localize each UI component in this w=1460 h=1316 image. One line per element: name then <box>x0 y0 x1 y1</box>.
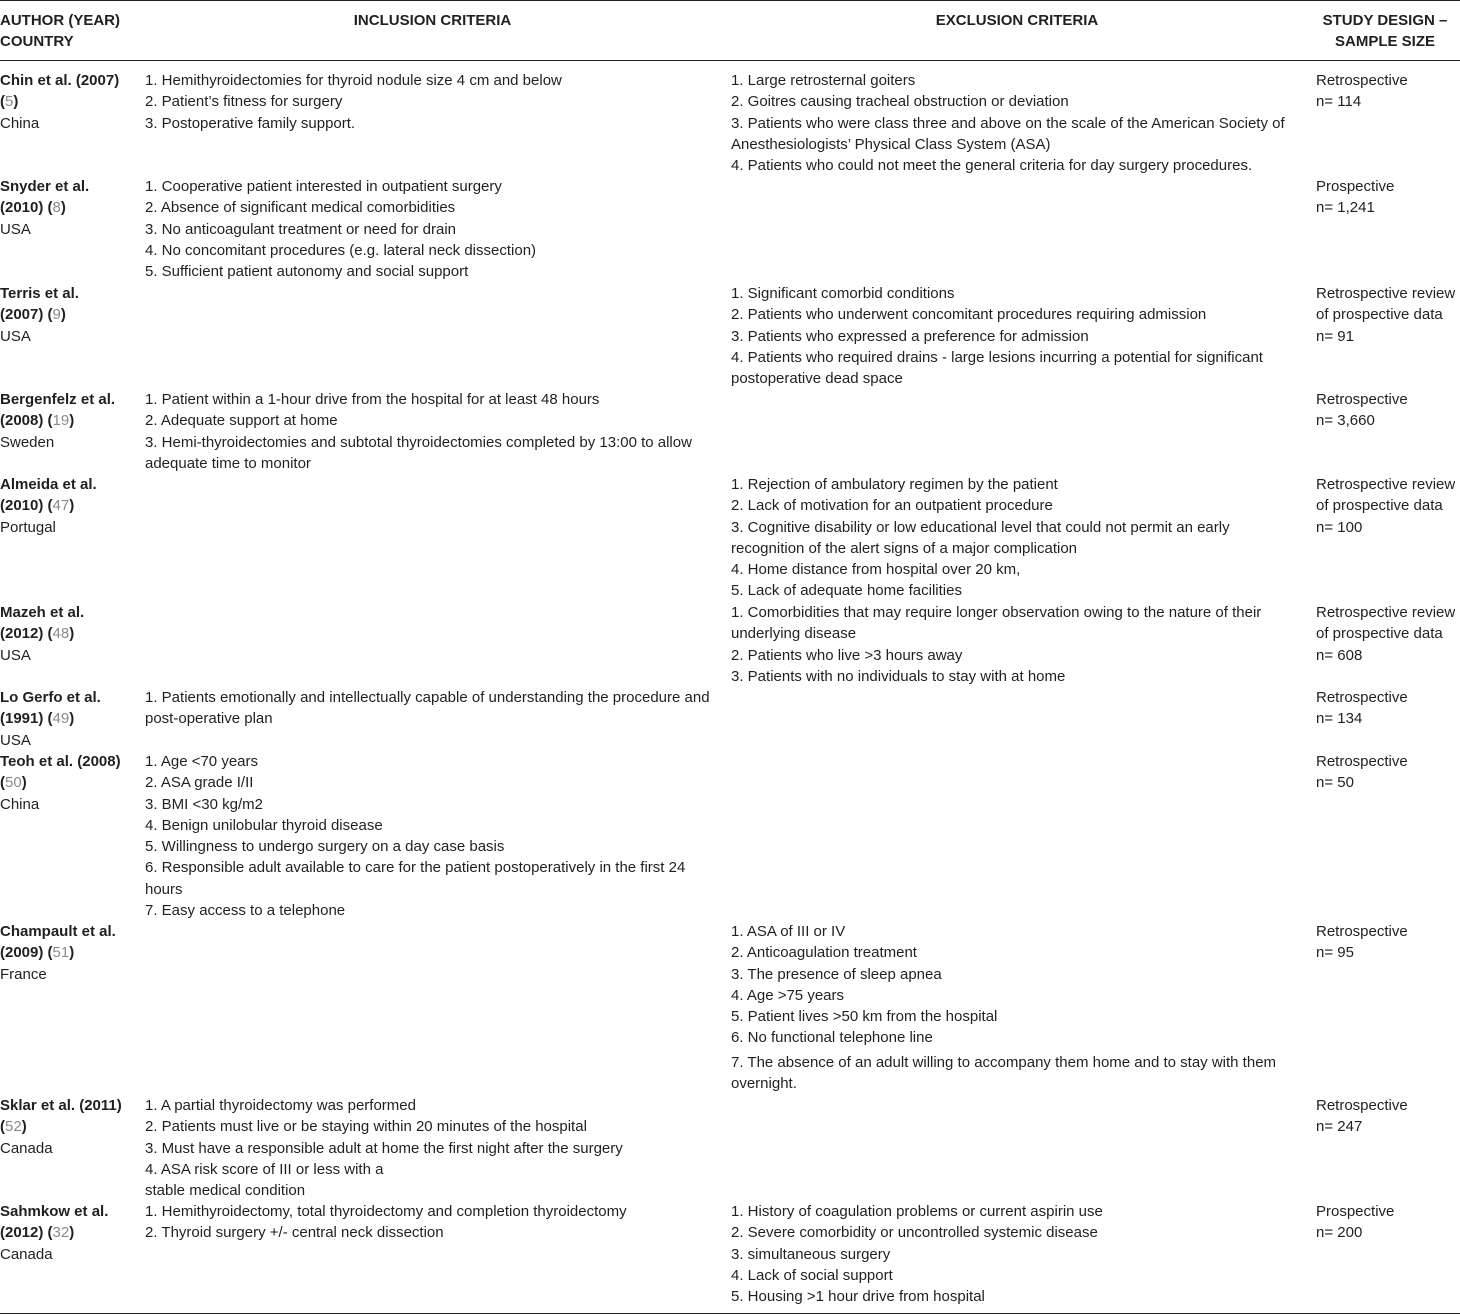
reference-link[interactable]: 50 <box>5 774 22 792</box>
design-line: Retrospective review <box>1316 604 1456 621</box>
design-line: n= 3,660 <box>1316 412 1375 430</box>
exclusion-line: 2. Goitres causing tracheal obstruction or deviation <box>731 93 1069 111</box>
author-text: Mazeh et al. <box>0 604 85 621</box>
reference-link[interactable]: 51 <box>52 944 70 962</box>
author-line <box>0 389 135 410</box>
design-line: n= 1,241 <box>1316 199 1375 217</box>
author-text: ( <box>0 774 5 792</box>
author-text: ( <box>0 93 5 111</box>
author-text: ) <box>69 625 75 643</box>
author-text: (2008) ( <box>0 412 53 430</box>
country: Sweden <box>0 433 55 451</box>
author-line <box>0 1222 135 1243</box>
inclusion-line: 2. Patients must live or be staying within 20 minutes of the hospital <box>145 1118 587 1136</box>
design-line: n= 95 <box>1316 944 1354 962</box>
exclusion-line: 2. Anticoagulation treatment <box>731 944 917 962</box>
author-text: ) <box>21 774 27 792</box>
design-line: n= 50 <box>1316 774 1354 792</box>
inclusion-line: hours <box>145 880 183 898</box>
exclusion-line: 1. Rejection of ambulatory regimen by the patient <box>731 476 1058 493</box>
exclusion-line: 2. Lack of motivation for an outpatient procedure <box>731 497 1053 515</box>
exclusion-line: recognition of the alert signs of a major complication <box>731 539 1078 557</box>
author-line <box>0 602 135 623</box>
exclusion-line: 7. The absence of an adult willing to accompany them home and to stay with them <box>731 1053 1277 1071</box>
design-line: of prospective data <box>1316 625 1443 643</box>
inclusion-line: 6. Responsible adult available to care for the patient postoperatively in the first 24 <box>145 859 686 877</box>
reference-link[interactable]: 48 <box>52 625 70 643</box>
country: USA <box>0 731 31 749</box>
author-text: ) <box>69 1224 75 1242</box>
author-text: Teoh et al. (2008) <box>0 753 121 770</box>
design-line: n= 608 <box>1316 646 1363 664</box>
inclusion-cell <box>145 176 725 282</box>
header-author <box>0 10 135 52</box>
author-line <box>0 70 135 91</box>
author-line <box>0 91 135 112</box>
inclusion-line: 2. Absence of significant medical comorbidities <box>145 199 456 217</box>
exclusion-line: 1. Large retrosternal goiters <box>731 72 916 89</box>
table-top-rule <box>0 0 1460 1</box>
inclusion-line: 5. Sufficient patient autonomy and social support <box>145 263 469 281</box>
author-cell <box>0 474 135 538</box>
author-line <box>0 304 135 325</box>
exclusion-line: 4. Lack of social support <box>731 1266 893 1284</box>
inclusion-line: 3. BMI <30 kg/m2 <box>145 795 263 813</box>
author-text: Sklar et al. (2011) <box>0 1097 122 1114</box>
exclusion-line: 3. Patients with no individuals to stay with at home <box>731 667 1066 685</box>
inclusion-cell <box>145 687 725 730</box>
exclusion-line: 4. Age >75 years <box>731 986 844 1004</box>
author-text: (2007) ( <box>0 306 53 324</box>
author-line <box>0 495 135 516</box>
design-line: n= 91 <box>1316 327 1354 345</box>
inclusion-line: 3. Hemi-thyroidectomies and subtotal thyroidectomies completed by 13:00 to allow <box>145 433 692 451</box>
inclusion-cell <box>145 751 725 921</box>
exclusion-line: overnight. <box>731 1075 797 1093</box>
exclusion-line: 4. Patients who could not meet the general criteria for day surgery procedures. <box>731 157 1253 175</box>
inclusion-line: 1. A partial thyroidectomy was performed <box>145 1097 416 1114</box>
author-text: Champault et al. <box>0 923 116 940</box>
design-cell <box>1316 602 1460 666</box>
design-line: n= 247 <box>1316 1118 1363 1136</box>
author-text: Bergenfelz et al. <box>0 391 116 408</box>
inclusion-line: 4. Benign unilobular thyroid disease <box>145 816 383 834</box>
author-line <box>0 197 135 218</box>
design-cell <box>1316 751 1460 794</box>
table-bottom-rule <box>0 1313 1460 1314</box>
exclusion-line: Anesthesiologists’ Physical Class System (ASA) <box>731 135 1051 153</box>
inclusion-line: 4. No concomitant procedures (e.g. lateral neck dissection) <box>145 241 537 259</box>
exclusion-line: 1. Comorbidities that may require longer observation owing to the nature of their <box>731 604 1262 621</box>
design-cell <box>1316 1201 1460 1244</box>
design-line: n= 100 <box>1316 518 1363 536</box>
author-line <box>0 751 135 772</box>
inclusion-line: 1. Hemithyroidectomy, total thyroidectomy and completion thyroidectomy <box>145 1203 627 1220</box>
header-author-line-2: COUNTRY <box>0 33 74 50</box>
author-line <box>0 176 135 197</box>
inclusion-cell <box>145 70 725 134</box>
header-design-line-2: SAMPLE SIZE <box>1334 33 1435 50</box>
inclusion-line: 1. Age <70 years <box>145 753 258 770</box>
author-line <box>0 1095 135 1116</box>
design-cell <box>1316 70 1460 113</box>
author-line <box>0 942 135 963</box>
author-text: ) <box>69 412 75 430</box>
inclusion-line: stable medical condition <box>145 1182 306 1200</box>
reference-link[interactable]: 47 <box>52 497 70 515</box>
design-line: Retrospective <box>1316 72 1408 89</box>
inclusion-line: 1. Cooperative patient interested in outpatient surgery <box>145 178 502 195</box>
reference-link[interactable]: 9 <box>52 306 61 324</box>
inclusion-line: 2. Adequate support at home <box>145 412 338 430</box>
reference-link[interactable]: 49 <box>52 710 70 728</box>
author-text: Sahmkow et al. <box>0 1203 109 1220</box>
exclusion-line: postoperative dead space <box>731 370 903 388</box>
inclusion-cell <box>145 1095 725 1201</box>
author-cell <box>0 751 135 815</box>
author-cell <box>0 921 135 985</box>
exclusion-cell <box>731 921 1306 1094</box>
country: USA <box>0 220 31 238</box>
design-cell <box>1316 1095 1460 1138</box>
inclusion-line: 1. Hemithyroidectomies for thyroid nodule size 4 cm and below <box>145 72 562 89</box>
author-line <box>0 474 135 495</box>
design-cell <box>1316 687 1460 730</box>
design-line: Retrospective review <box>1316 285 1456 302</box>
design-cell <box>1316 921 1460 964</box>
author-text: (2012) ( <box>0 1224 53 1242</box>
author-cell <box>0 602 135 666</box>
exclusion-line: 2. Patients who live >3 hours away <box>731 646 963 664</box>
exclusion-line: underlying disease <box>731 625 857 643</box>
exclusion-line: 5. Lack of adequate home facilities <box>731 582 962 600</box>
author-cell <box>0 176 135 240</box>
author-line <box>0 772 135 793</box>
inclusion-cell <box>145 1201 725 1244</box>
country: Canada <box>0 1245 53 1263</box>
author-cell <box>0 1201 135 1265</box>
inclusion-line: 1. Patient within a 1-hour drive from the hospital for at least 48 hours <box>145 391 600 408</box>
inclusion-line: 2. ASA grade I/II <box>145 774 254 792</box>
author-text: Terris et al. <box>0 285 79 302</box>
author-text: Snyder et al. <box>0 178 90 195</box>
reference-link[interactable]: 32 <box>52 1224 70 1242</box>
design-line: n= 114 <box>1316 93 1362 111</box>
design-line: Retrospective review <box>1316 476 1456 493</box>
country: France <box>0 965 47 983</box>
inclusion-line: 2. Thyroid surgery +/- central neck dissection <box>145 1224 444 1242</box>
exclusion-line: 1. History of coagulation problems or current aspirin use <box>731 1203 1103 1220</box>
inclusion-line: 7. Easy access to a telephone <box>145 902 346 920</box>
inclusion-line: 3. Postoperative family support. <box>145 114 356 132</box>
reference-link[interactable]: 52 <box>5 1118 22 1136</box>
exclusion-line: 5. Housing >1 hour drive from hospital <box>731 1288 985 1306</box>
author-cell <box>0 70 135 134</box>
author-cell <box>0 389 135 453</box>
author-text: ) <box>60 306 66 324</box>
inclusion-line: 1. Patients emotionally and intellectually capable of understanding the procedure and <box>145 689 710 706</box>
author-text: Almeida et al. <box>0 476 97 493</box>
reference-link[interactable]: 19 <box>52 412 70 430</box>
design-line: Prospective <box>1316 178 1395 195</box>
header-author-line-1: AUTHOR (YEAR) <box>0 12 120 29</box>
inclusion-cell <box>145 389 725 474</box>
author-line <box>0 1116 135 1137</box>
author-cell <box>0 283 135 347</box>
author-text: (2010) ( <box>0 497 53 515</box>
inclusion-line: adequate time to monitor <box>145 454 311 472</box>
exclusion-line: 4. Patients who required drains - large lesions incurring a potential for significant <box>731 348 1263 366</box>
design-line: n= 134 <box>1316 710 1363 728</box>
header-inclusion-label: INCLUSION CRITERIA <box>353 12 512 29</box>
author-text: ) <box>21 1118 27 1136</box>
inclusion-line: 3. No anticoagulant treatment or need for drain <box>145 220 457 238</box>
exclusion-line: 3. Cognitive disability or low educational level that could not permit an early <box>731 518 1230 536</box>
country: Portugal <box>0 518 56 536</box>
author-line <box>0 708 135 729</box>
author-line <box>0 410 135 431</box>
author-line <box>0 283 135 304</box>
exclusion-line: 3. Patients who expressed a preference for admission <box>731 327 1089 345</box>
header-inclusion <box>145 10 720 31</box>
design-line: Retrospective <box>1316 1097 1408 1114</box>
author-line <box>0 623 135 644</box>
design-cell <box>1316 176 1460 219</box>
author-text: ) <box>69 497 75 515</box>
exclusion-line: 6. No functional telephone line <box>731 1029 933 1047</box>
design-line: Retrospective <box>1316 753 1408 770</box>
country: USA <box>0 327 31 345</box>
exclusion-line: 3. simultaneous surgery <box>731 1245 891 1263</box>
design-line: Retrospective <box>1316 923 1408 940</box>
inclusion-line: 2. Patient’s fitness for surgery <box>145 93 343 111</box>
exclusion-line: 3. The presence of sleep apnea <box>731 965 942 983</box>
inclusion-line: post-operative plan <box>145 710 273 728</box>
exclusion-cell <box>731 474 1306 602</box>
reference-link[interactable]: 5 <box>5 93 14 111</box>
design-line: n= 200 <box>1316 1224 1363 1242</box>
author-text: Lo Gerfo et al. <box>0 689 101 706</box>
exclusion-line: 1. Significant comorbid conditions <box>731 285 955 302</box>
reference-link[interactable]: 8 <box>52 199 61 217</box>
design-line: Retrospective <box>1316 391 1408 408</box>
design-cell <box>1316 474 1460 538</box>
design-cell <box>1316 283 1460 347</box>
country: China <box>0 114 40 132</box>
exclusion-line: 1. ASA of III or IV <box>731 923 846 940</box>
author-text: ( <box>0 1118 5 1136</box>
country: Canada <box>0 1139 53 1157</box>
header-design-line-1: STUDY DESIGN – <box>1322 12 1448 29</box>
exclusion-cell <box>731 1201 1306 1307</box>
exclusion-cell <box>731 602 1306 687</box>
inclusion-line: 4. ASA risk score of III or less with a <box>145 1160 384 1178</box>
author-text: (2009) ( <box>0 944 53 962</box>
design-cell <box>1316 389 1460 432</box>
header-exclusion-label: EXCLUSION CRITERIA <box>935 12 1099 29</box>
header-design <box>1310 10 1460 52</box>
author-text: ) <box>13 93 19 111</box>
author-text: (2010) ( <box>0 199 53 217</box>
country: China <box>0 795 40 813</box>
author-line <box>0 687 135 708</box>
author-text: ) <box>60 199 66 217</box>
author-text: (1991) ( <box>0 710 53 728</box>
design-line: of prospective data <box>1316 306 1443 324</box>
exclusion-line: 4. Home distance from hospital over 20 km, <box>731 561 1021 579</box>
design-line: of prospective data <box>1316 497 1443 515</box>
design-line: Prospective <box>1316 1203 1395 1220</box>
exclusion-line: 5. Patient lives >50 km from the hospital <box>731 1008 998 1026</box>
design-line: Retrospective <box>1316 689 1408 706</box>
inclusion-line: 3. Must have a responsible adult at home the first night after the surgery <box>145 1139 623 1157</box>
author-text: ) <box>69 944 75 962</box>
author-cell <box>0 687 135 751</box>
author-text: ) <box>69 710 75 728</box>
author-cell <box>0 1095 135 1159</box>
author-text: Chin et al. (2007) <box>0 72 120 89</box>
exclusion-line: 3. Patients who were class three and above on the scale of the American Society of <box>731 114 1285 132</box>
author-text: (2012) ( <box>0 625 53 643</box>
exclusion-cell <box>731 70 1306 176</box>
inclusion-line: 5. Willingness to undergo surgery on a day case basis <box>145 838 505 856</box>
author-line <box>0 921 135 942</box>
exclusion-cell <box>731 283 1306 389</box>
exclusion-line: 2. Severe comorbidity or uncontrolled systemic disease <box>731 1224 1098 1242</box>
exclusion-line: 2. Patients who underwent concomitant procedures requiring admission <box>731 306 1207 324</box>
author-line <box>0 1201 135 1222</box>
header-exclusion <box>731 10 1303 31</box>
header-bottom-rule <box>0 60 1460 61</box>
country: USA <box>0 646 31 664</box>
